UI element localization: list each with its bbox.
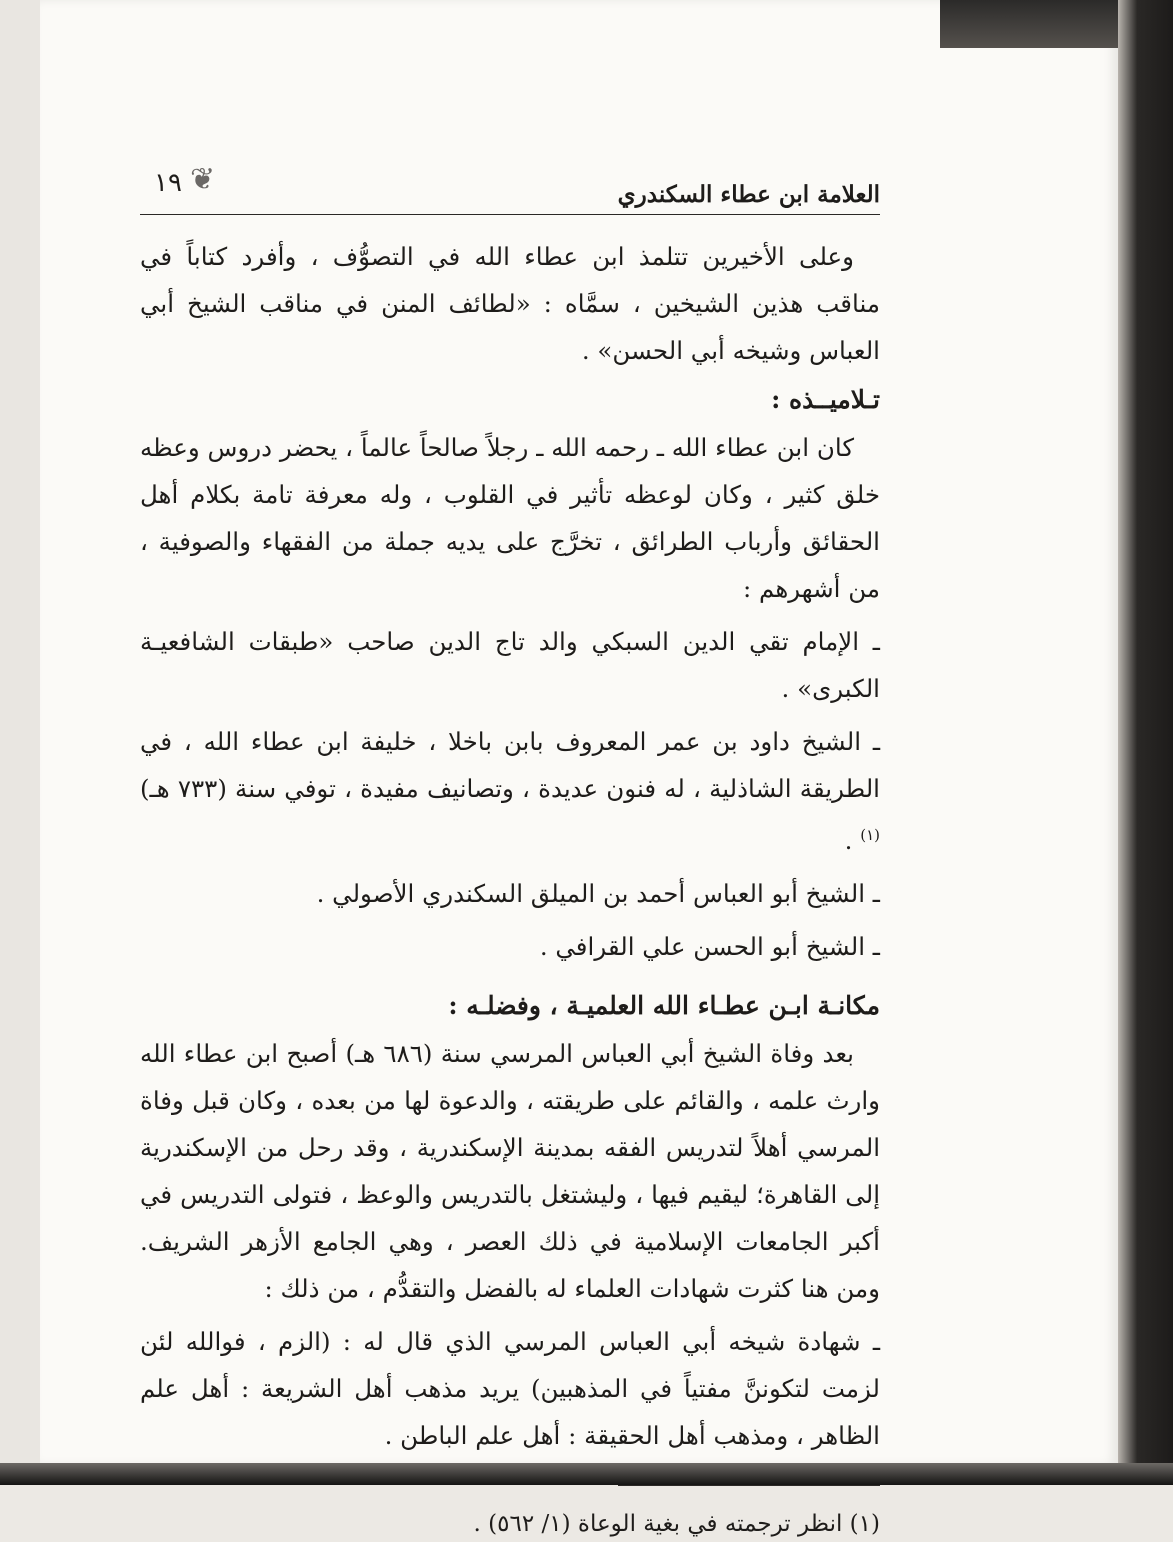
- paragraph-status: بعد وفاة الشيخ أبي العباس المرسي سنة (٦٨٦ هـ) أصبح ابن عطاء الله وارث علمه ، والقائم على طريقته ، والدعوة لها من بعده ، وكان قبل وفاة المرسي أهلاً لتدريس الفقه بمدينة الإسكندرية ، وقد رحل من الإسكندرية إلى القاهرة؛ ليقيم فيها ، وليشتغل بالتدريس والوعظ ، فتولى التدريس في أكبر الجامعات الإسلامية في ذلك العصر ، وهي الجامع الأزهر الشريف. ومن هنا كثرت شهادات العلماء له بالفضل والتقدُّم ، من ذلك :: [140, 1039, 880, 1304]
- book-spine-edge: [1118, 0, 1173, 1485]
- section-title-students: تـلاميــذه :: [771, 385, 880, 414]
- section-title-status: مكانـة ابـن عطـاء الله العلميـة ، وفضلـه :: [448, 991, 880, 1021]
- book-cover-top-edge: [940, 0, 1120, 48]
- list-item: ـ الإمام تقي الدين السبكي والد تاج الدين صاحب «طبقات الشافعيـة الكبرى» .: [140, 627, 880, 703]
- list-item: ـ الشيخ أبو العباس أحمد بن الميلق السكندري الأصولي .: [316, 879, 880, 909]
- list-item: [140, 718, 880, 864]
- list-item-text: ـ الشيخ داود بن عمر المعروف بابن باخلا ، خليفة ابن عطاء الله ، في الطريقة الشاذلية ، له فنون عديدة ، وتصانيف مفيدة ، توفي سنة (٧٣٣ هـ): [140, 727, 880, 803]
- page-number: ١٩: [154, 168, 182, 198]
- paragraph-intro: وعلى الأخيرين تتلمذ ابن عطاء الله في التصوُّف ، وأفرد كتاباً في مناقب هذين الشيخين ، سمَّاه : «لطائف المنن في مناقب الشيخ أبي العباس وشيخه أبي الحسن» .: [140, 242, 880, 365]
- paragraph-students: كان ابن عطاء الله ـ رحمه الله ـ رجلاً صالحاً عالماً ، يحضر دروس وعظه خلق كثير ، وكان لوعظه تأثير في القلوب ، وله معرفة تامة بكلام أهل الحقائق وأرباب الطرائق ، تخرَّج على يديه جملة من الفقهاء والصوفية ، من أشهرهم :: [140, 433, 880, 603]
- footnote-marker: (١): [860, 826, 880, 844]
- page-header: [140, 150, 880, 215]
- paragraph-testimony: ـ شهادة شيخه أبي العباس المرسي الذي قال له : (الزم ، فوالله لئن لزمت لتكوننَّ مفتياً في المذهبين) يريد مذهب أهل الشريعة : أهل علم الظاهر ، ومذهب أهل الحقيقة : أهل علم الباطن .: [140, 1327, 880, 1451]
- page-content: [140, 150, 880, 1542]
- leaf-ornament-icon: ❦: [190, 162, 216, 197]
- footnote-divider: [618, 1485, 880, 1486]
- list-item-end: .: [844, 826, 861, 856]
- running-title: العلامة ابن عطاء السكندري: [617, 181, 880, 208]
- list-item: ـ الشيخ أبو الحسن علي القرافي .: [539, 932, 880, 962]
- footnote: (١) انظر ترجمته في بغية الوعاة (١/ ٥٦٢) .: [473, 1511, 880, 1538]
